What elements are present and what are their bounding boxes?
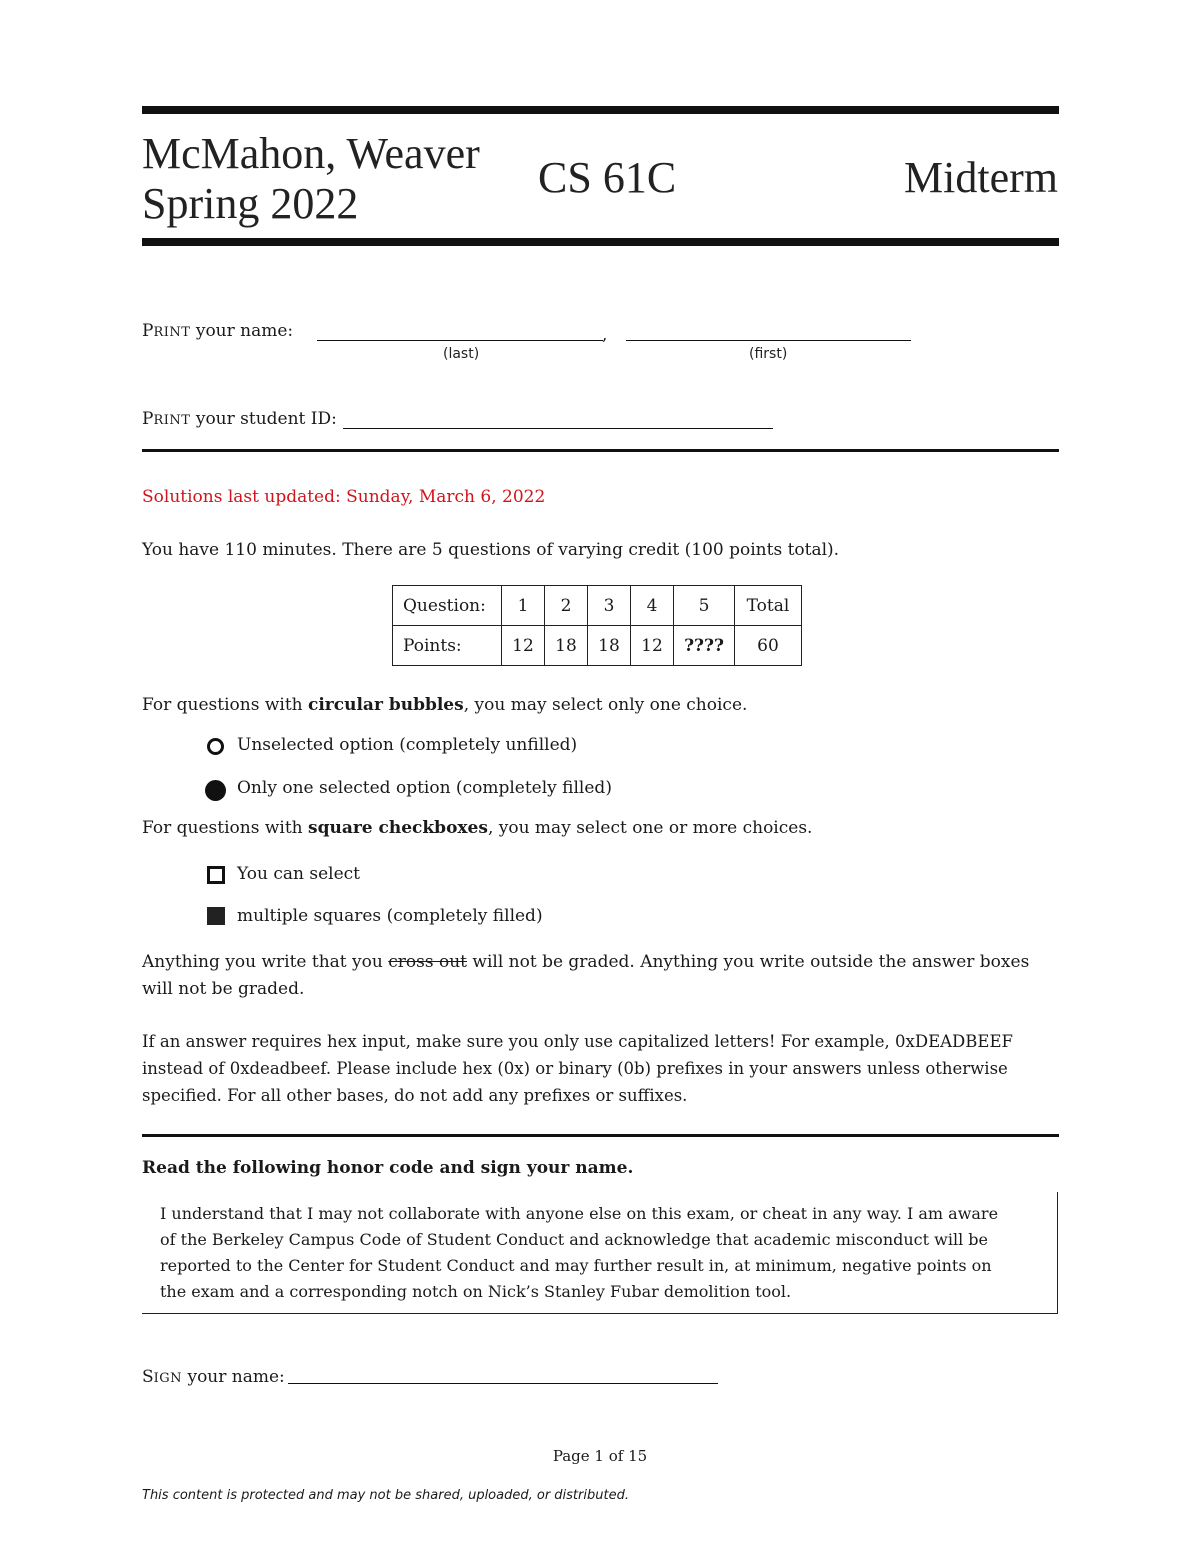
header-term: Spring 2022 [142,179,359,228]
crossout-note-line1: Anything you write that you cross out will not be graded. Anything you write outside the answer boxes [142,952,1030,972]
question-number: 2 [545,586,588,626]
unselected-bubble-icon [207,738,224,755]
unselected-option-label: Unselected option (completely unfilled) [237,735,578,755]
header-exam: Midterm [904,153,1058,202]
points-value: 12 [502,626,545,666]
name-section-rule [142,449,1059,452]
sign-name-label: SIGN your name: [142,1367,285,1387]
hex-note-line3: specified. For all other bases, do not add any prefixes or suffixes. [142,1086,688,1105]
points-value: ???? [674,626,735,666]
selected-option-label: Only one selected option (completely filled) [237,778,612,798]
last-label: (last) [443,346,480,362]
question-number: 4 [631,586,674,626]
question-number: 3 [588,586,631,626]
honor-line4: the exam and a corresponding notch on Nick’s Stanley Fubar demolition tool. [160,1282,792,1301]
points-row [393,626,802,666]
question-row [393,586,802,626]
points-label: Points: [393,626,502,666]
crossout-note-line2: will not be graded. [142,979,305,999]
question-number: 5 [674,586,735,626]
hex-note-line1: If an answer requires hex input, make sure you only use capitalized letters! For example, 0xDEADBEEF [142,1032,1013,1051]
total-points: 60 [735,626,802,666]
honor-heading: Read the following honor code and sign your name. [142,1158,634,1178]
points-value: 18 [588,626,631,666]
first-label: (first) [749,346,788,362]
checked-square-icon [207,907,225,925]
unchecked-square-icon [207,866,225,884]
total-label: Total [735,586,802,626]
points-value: 18 [545,626,588,666]
first-name-field[interactable] [626,340,911,341]
protection-notice: This content is protected and may not be shared, uploaded, or distributed. [142,1488,629,1503]
header-authors: McMahon, Weaver [142,129,480,178]
hex-note-line2: instead of 0xdeadbeef. Please include hex (0x) or binary (0b) prefixes in your answers unless otherwise [142,1059,1008,1078]
question-label: Question: [393,586,502,626]
checkbox-option-2: multiple squares (completely filled) [237,906,543,926]
solutions-note: Solutions last updated: Sunday, March 6, 2022 [142,487,546,507]
name-comma: , [602,325,608,345]
student-id-field[interactable] [343,428,773,429]
honor-line3: reported to the Center for Student Conduct and may further result in, at minimum, negative points on [160,1256,992,1275]
signature-field[interactable] [288,1383,718,1384]
checkboxes-intro: For questions with square checkboxes, you may select one or more choices. [142,818,813,838]
honor-line1: I understand that I may not collaborate with anyone else on this exam, or cheat in any way. I am aware [160,1204,999,1223]
header-course: CS 61C [538,153,677,202]
header-bottom-rule [142,238,1059,246]
question-number: 1 [502,586,545,626]
checkbox-option-1: You can select [237,864,360,884]
bubbles-intro: For questions with circular bubbles, you may select only one choice. [142,695,748,715]
header-top-rule [142,106,1059,114]
points-table [392,585,802,666]
print-student-id-label: PRINT your student ID: [142,409,337,429]
selected-bubble-icon [205,780,226,801]
page-number: Page 1 of 15 [552,1447,648,1465]
last-name-field[interactable] [317,340,603,341]
intro-text: You have 110 minutes. There are 5 questions of varying credit (100 points total). [142,540,840,560]
print-name-label: PRINT your name: [142,321,294,341]
honor-line2: of the Berkeley Campus Code of Student Conduct and acknowledge that academic misconduct will be [160,1230,988,1249]
honor-section-rule [142,1134,1059,1137]
points-value: 12 [631,626,674,666]
